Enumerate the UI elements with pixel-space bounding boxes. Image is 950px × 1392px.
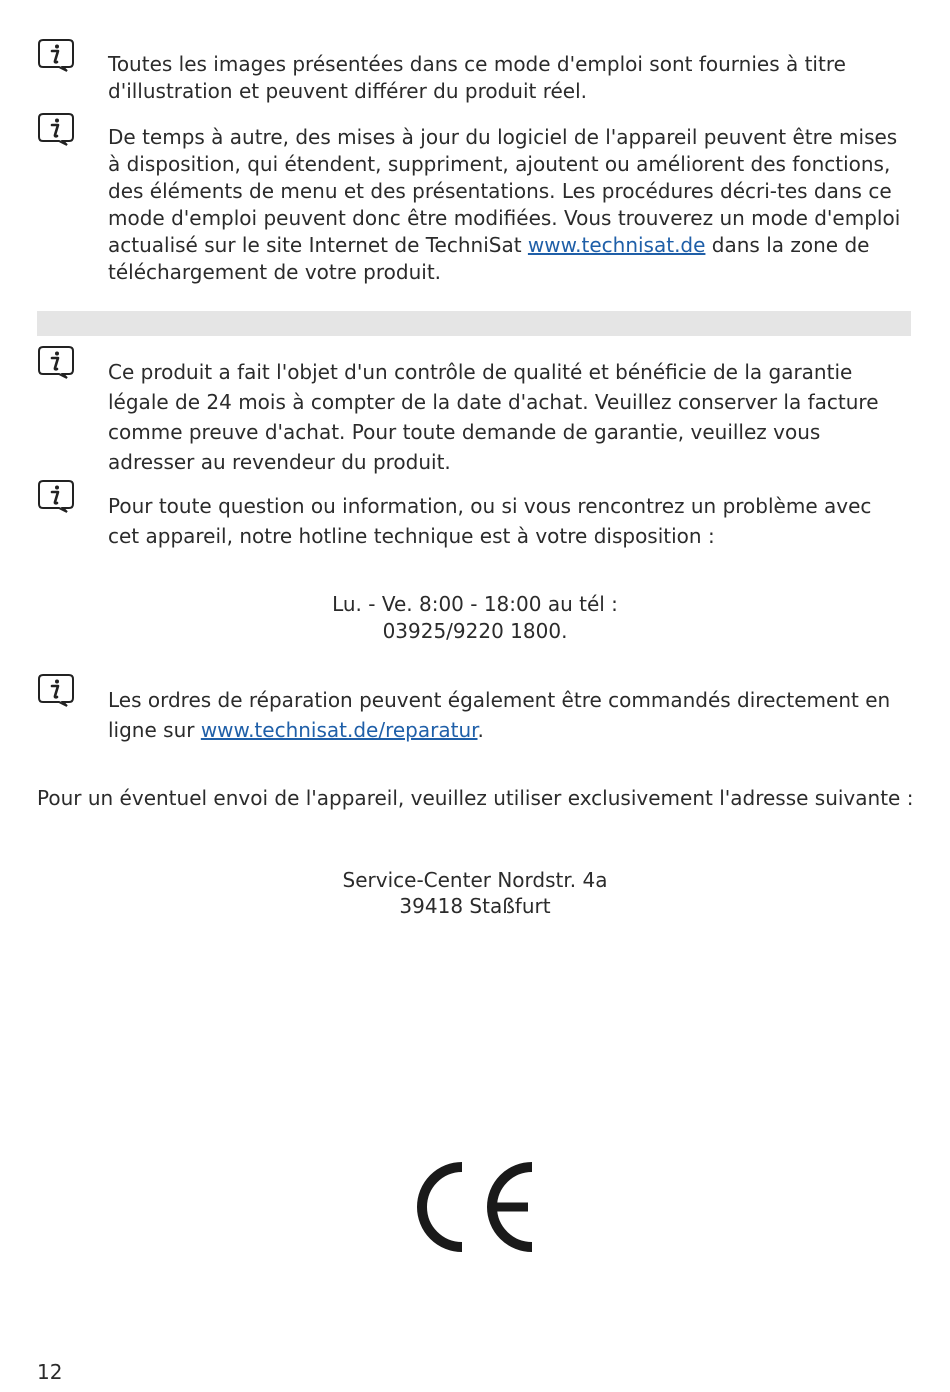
page-number: 12 xyxy=(37,1360,63,1384)
note-text: De temps à autre, des mises à jour du logiciel de l'appareil peuvent être mises à disposition, qui étendent, suppriment, ajoutent ou améliorent des fonctions, des éléments de menu et des présentations. Les procédures décri-tes dans ce mode d'emploi peuvent donc être modifiées. Vous trouverez un mode d'emploi actualisé sur le site Internet de TechniSat xyxy=(108,125,901,257)
note-text: dans la zone de téléchargement de votre produit. xyxy=(108,233,870,284)
info-icon xyxy=(37,345,75,379)
info-icon xyxy=(37,479,75,513)
shipping-text: Pour un éventuel envoi de l'appareil, veuillez utiliser exclusivement l'adresse suivante : xyxy=(37,786,914,810)
note-illustration: Toutes les images présentées dans ce mode d'emploi sont fournies à titre d'illustration et peuvent différer du produit réel. xyxy=(108,52,846,103)
address-line-2: 39418 Staßfurt xyxy=(399,894,551,918)
note-software-update xyxy=(108,124,908,286)
note-text: . xyxy=(477,718,484,742)
section-header-bar xyxy=(37,311,911,336)
note-text: Les ordres de réparation peuvent également être commandés directement en ligne sur xyxy=(108,688,891,742)
hotline-hours: Lu. - Ve. 8:00 - 18:00 au tél : xyxy=(332,592,618,616)
info-icon xyxy=(37,112,75,146)
repair-link[interactable]: www.technisat.de/reparatur xyxy=(200,718,478,742)
ce-mark-icon xyxy=(412,1160,536,1254)
info-icon xyxy=(37,673,75,707)
address-line-1: Service-Center Nordstr. 4a xyxy=(342,868,608,892)
info-icon xyxy=(37,38,75,72)
technisat-link[interactable]: www.technisat.de xyxy=(527,233,706,257)
note-repair xyxy=(108,685,908,745)
note-warranty: Ce produit a fait l'objet d'un contrôle de qualité et bénéficie de la garantie légale de 24 mois à compter de la date d'achat. Veuillez conserver la facture comme preuve d'achat. Pour toute demande de garantie, veuillez vous adresser au revendeur du produit. xyxy=(108,360,879,474)
note-hotline: Pour toute question ou information, ou si vous rencontrez un problème avec cet appareil, notre hotline technique est à votre disposition : xyxy=(108,494,872,548)
hotline-number: 03925/9220 1800. xyxy=(382,619,568,643)
